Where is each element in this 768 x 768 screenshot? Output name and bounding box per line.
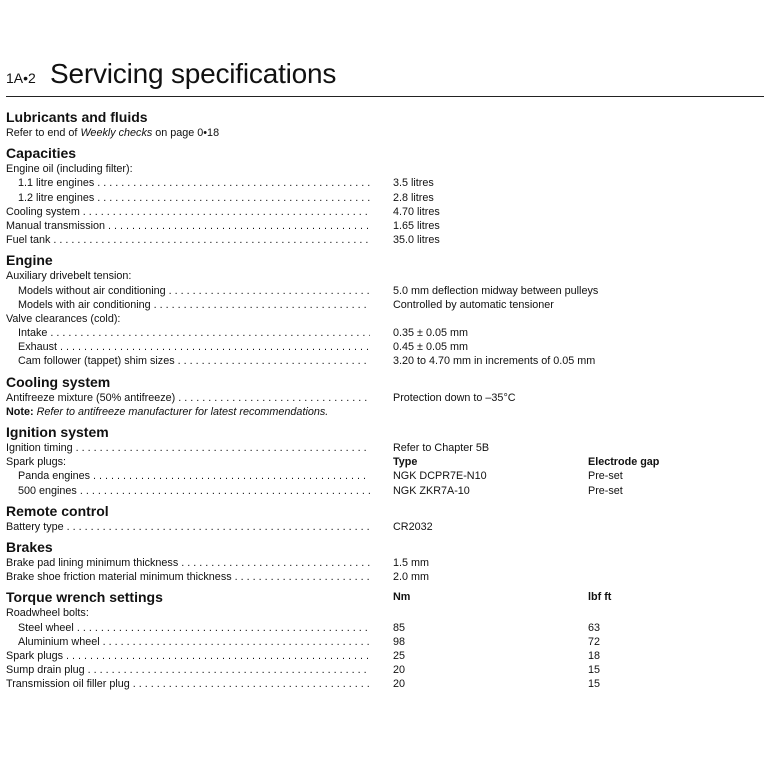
section-title-capacities: Capacities: [6, 145, 77, 162]
spec-label: Transmission oil filler plug . . .: [6, 677, 370, 691]
section-lubricants: [6, 108, 764, 140]
spec-row: [6, 269, 764, 283]
spec-value: 0.35 ± 0.05 mm: [393, 327, 468, 340]
page-number: 1A•2: [6, 70, 36, 86]
section-ignition: [6, 423, 764, 498]
section-remote: [6, 502, 764, 534]
spec-label: Cooling system . . .: [6, 205, 370, 219]
section-title-cooling: Cooling system: [6, 373, 111, 390]
spec-row: [6, 391, 764, 405]
spec-value-2: 63: [588, 621, 601, 634]
spec-label: Aluminium wheel . . .: [18, 635, 370, 649]
lubricants-reference: [6, 126, 764, 140]
spec-value-2: 72: [588, 635, 601, 648]
spec-value: 3.5 litres: [393, 177, 434, 190]
spec-label: Spark plugs:: [6, 456, 67, 469]
section-torque: [6, 588, 764, 691]
column-header-lbf-ft: lbf ft: [588, 591, 612, 604]
spec-value: CR2032: [393, 520, 433, 533]
spec-row: [6, 469, 764, 483]
spec-value: 1.5 mm: [393, 556, 429, 569]
spec-row: [6, 455, 764, 469]
spec-value: 2.0 mm: [393, 571, 429, 584]
section-capacities: [6, 144, 764, 247]
column-header-type: Type: [393, 456, 418, 469]
section-cooling: [6, 373, 764, 419]
spec-label: Auxiliary drivebelt tension:: [6, 270, 132, 283]
spec-row: [6, 649, 764, 663]
spec-row: [6, 635, 764, 649]
spec-label: Cam follower (tappet) shim sizes . . .: [18, 354, 370, 368]
spec-value: 5.0 mm deflection midway between pulleys: [393, 284, 599, 297]
spec-row: [6, 556, 764, 570]
spec-value-2: Pre-set: [588, 484, 623, 497]
spec-value: 85: [393, 621, 406, 634]
spec-label: Steel wheel . . .: [18, 621, 370, 635]
ref-suffix: on page 0•18: [152, 127, 220, 139]
spec-label: Intake . . .: [18, 326, 370, 340]
spec-label: Engine oil (including filter):: [6, 163, 133, 176]
spec-row: [6, 441, 764, 455]
spec-value: Protection down to –35°C: [393, 391, 516, 404]
spec-label: Fuel tank . . .: [6, 233, 370, 247]
ref-italic: Weekly checks: [80, 127, 153, 139]
column-header-electrode-gap: Electrode gap: [588, 456, 660, 469]
spec-row: [6, 520, 764, 534]
spec-label: 1.1 litre engines . . .: [18, 176, 370, 190]
spec-label: Spark plugs . . .: [6, 649, 370, 663]
section-title-torque: Torque wrench settings: [6, 589, 163, 606]
spec-row: [6, 340, 764, 354]
spec-label: Roadwheel bolts:: [6, 607, 89, 620]
spec-value-2: Pre-set: [588, 470, 623, 483]
note-text: Refer to antifreeze manufacturer for latest recommendations.: [33, 405, 329, 418]
spec-value: 0.45 ± 0.05 mm: [393, 341, 468, 354]
spec-row: [6, 205, 764, 219]
spec-label: Panda engines . . .: [18, 469, 370, 483]
spec-value: 2.8 litres: [393, 191, 434, 204]
spec-label: Models with air conditioning . . .: [18, 298, 370, 312]
spec-value: 20: [393, 664, 406, 677]
torque-header: [6, 588, 764, 606]
spec-value-2: 18: [588, 649, 601, 662]
section-brakes: [6, 538, 764, 584]
section-title-ignition: Ignition system: [6, 424, 109, 440]
spec-value: 1.65 litres: [393, 219, 440, 232]
spec-row: [6, 298, 764, 312]
spec-value: 4.70 litres: [393, 205, 440, 218]
spec-label: Exhaust . . .: [18, 340, 370, 354]
spec-value: 98: [393, 635, 406, 648]
spec-row: [6, 621, 764, 635]
spec-row: [6, 570, 764, 584]
spec-label: Brake shoe friction material minimum thickness . . .: [6, 570, 370, 584]
section-title-brakes: Brakes: [6, 538, 53, 555]
spec-label: Manual transmission . . .: [6, 219, 370, 233]
spec-row: [6, 312, 764, 326]
spec-label: Ignition timing . . .: [6, 441, 370, 455]
column-header-nm: Nm: [393, 591, 411, 604]
spec-value: Refer to Chapter 5B: [393, 442, 490, 454]
spec-value-2: 15: [588, 664, 601, 677]
spec-value: 25: [393, 649, 406, 662]
cooling-note: [6, 405, 764, 419]
spec-value: NGK DCPR7E-N10: [393, 470, 487, 483]
spec-row: [6, 233, 764, 247]
spec-value: 35.0 litres: [393, 234, 440, 247]
spec-value: 20: [393, 678, 406, 691]
spec-label: Antifreeze mixture (50% antifreeze) . . .: [6, 391, 370, 405]
spec-row: [6, 162, 764, 176]
spec-row: [6, 484, 764, 498]
spec-value-2: 15: [588, 678, 601, 691]
spec-label: Valve clearances (cold):: [6, 312, 121, 325]
spec-row: [6, 663, 764, 677]
spec-row: [6, 606, 764, 620]
spec-label: 500 engines . . .: [18, 484, 370, 498]
note-label: Note:: [6, 405, 34, 418]
spec-label: Brake pad lining minimum thickness . . .: [6, 556, 370, 570]
section-title-engine: Engine: [6, 252, 53, 269]
spec-content: [6, 104, 764, 694]
spec-row: [6, 284, 764, 298]
spec-label: Battery type . . .: [6, 520, 370, 534]
spec-value: NGK ZKR7A-10: [393, 484, 470, 497]
spec-label: Models without air conditioning . . .: [18, 284, 370, 298]
spec-label: Sump drain plug . . .: [6, 663, 370, 677]
spec-row: [6, 219, 764, 233]
spec-row: [6, 176, 764, 190]
section-title-lubricants: Lubricants and fluids: [6, 109, 148, 125]
spec-row: [6, 677, 764, 691]
section-title-remote: Remote control: [6, 502, 109, 519]
spec-row: [6, 191, 764, 205]
section-engine: [6, 251, 764, 368]
spec-value: Controlled by automatic tensioner: [393, 298, 554, 311]
page-header: [6, 58, 764, 97]
spec-label: 1.2 litre engines . . .: [18, 191, 370, 205]
page-title: Servicing specifications: [50, 58, 337, 89]
spec-row: [6, 326, 764, 340]
spec-value: 3.20 to 4.70 mm in increments of 0.05 mm: [393, 355, 596, 368]
spec-row: [6, 354, 764, 368]
ref-prefix: Refer to end of: [6, 127, 81, 139]
